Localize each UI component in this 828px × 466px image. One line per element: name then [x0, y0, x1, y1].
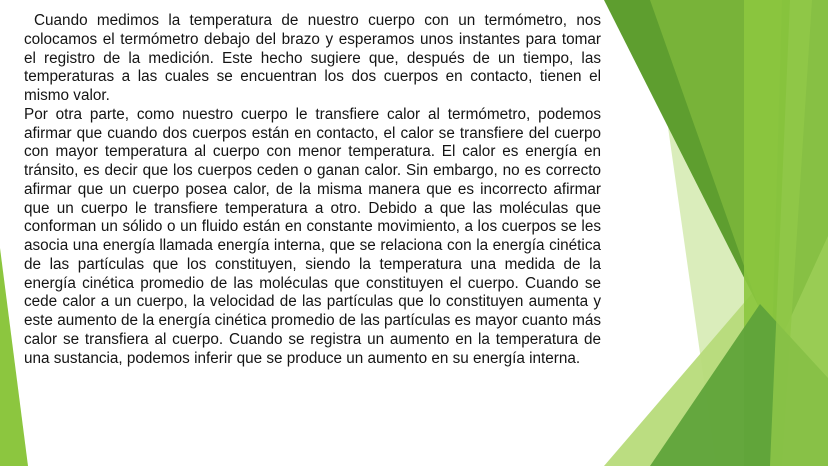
- heat-transfer-paragraph: Por otra parte, como nuestro cuerpo le transfiere calor al termómetro, podemos afirmar que cuando dos cuerpos están en contacto, el calor se transfiere del cuerpo con mayor temperatura al cuerpo con menor temperatura. El calor es energía en tránsito, es decir que los cuerpos ceden o ganan calor. Sin embargo, no es correcto afirmar que un cuerpo posea calor, de la misma manera que es incorrecto afirmar que un cuerpo le transfiere temperatura a otro. Debido a que las moléculas que conforman un sólido o un fluido están en constante movimiento, a los cuerpos se les asocia una energía llamada energía interna, que se relaciona con la energía cinética de las partículas que los constituyen, siendo la temperatura una medida de la energía cinética promedio de las moléculas que constituyen el cuerpo. Cuando se cede calor a un cuerpo, la velocidad de las partículas que lo constituyen aumenta y este aumento de la energía cinética promedio de las partículas es mayor cuanto más calor se transfiera al cuerpo. Cuando se registra un aumento en la temperatura de una sustancia, podemos inferir que se produce un aumento en su energía interna.: [24, 105, 601, 367]
- thermometer-paragraph: Cuando medimos la temperatura de nuestro cuerpo con un termómetro, nos colocamos el termómetro debajo del brazo y esperamos unos instantes para tomar el registro de la medición. Este hecho sugiere que, después de un tiempo, las temperaturas a las cuales se encuentran los dos cuerpos en contacto, tienen el mismo valor.: [24, 12, 601, 104]
- slide-body-text: [24, 12, 601, 368]
